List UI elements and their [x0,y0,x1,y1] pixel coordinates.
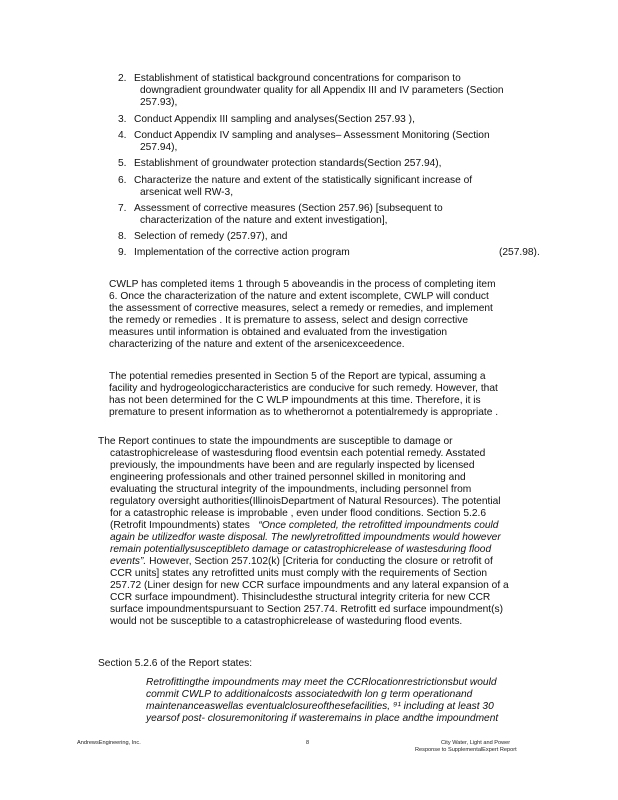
paragraph-remedies: The potential remedies presented in Section 5 of the Report are typical, assuming a facility and hydrogeologiccharacteristics are conducive for such remedy. However, that has not been determined for the C WLP impoundments at this time. Therefore, it is premature to present information as to whetherornot a potentialremedy is appropriate . [109,371,499,418]
footer-page-number: 8 [306,740,310,746]
bullet-section-526: Section 5.2.6 of the Report states: [98,658,253,669]
paragraph-status: CWLP has completed items 1 through 5 aboveandis in the process of completing item 6. Once the characterization of the nature and extent iscomplete, CWLP will conduct the assessment of corrective measures, select a remedy or remedies, and implement the remedy or remedies . It is premature to assess, select and design corrective measures until information is obtained and evaluated from the investigation characterizing of the nature and extent of the arsenicexceedence. [109,279,496,350]
list-item: 9. Implementation of the corrective action program (257.98). [118,247,540,258]
footer-client: City Water, Light and Power [441,740,511,746]
list-item: 2. Establishment of statistical background concentrations for comparison to downgradient groundwater quality for all Appendix III and IV parameters (Section 257.93), [118,73,504,108]
bullet-flood-susceptibility: The Report continues to state the impoundments are susceptible to damage or [98,436,453,447]
quote-block: Retrofittingthe impoundments may meet the CCRlocationrestrictionsbut would commit CWLP to additionalcosts associatedwith lon g term operationand maintenanceaswellas eventualclosureofthesefacilities, ⁹¹ including at least 30 yearsof post- closuremonitoring if wasteremains in place andthe impoundment [146,677,499,724]
list-item: 5. Establishment of groundwater protection standards(Section 257.94), [118,158,442,169]
list-item: 8. Selection of remedy (257.97), and [118,231,288,242]
footer-company: AndrewsEngineering, Inc. [77,740,141,746]
list-item: 7. Assessment of corrective measures (Section 257.96) [subsequent to characterization of the nature and extent investigation], [118,203,443,226]
footer-report-title: Response to SupplementalExpert Report [415,747,517,753]
list-item: 4. Conduct Appendix IV sampling and analyses– Assessment Monitoring (Section 257.94), [118,130,490,153]
list-item: 3. Conduct Appendix III sampling and analyses(Section 257.93 ), [118,114,415,125]
bullet-flood-body: catastrophicrelease of wastesduring flood eventsin each potential remedy. Asstated previously, the impoundments have been and are regularly inspected by licensed engineering professionals and other trained personnel skilled in monitoring and evaluating the structural integrity of the impoundments, including personnel from regulatory oversight authorities(IllinoisDepartment of Natural Resources). The potential for a catastrophic release is improbable , even under flood conditions. Section 5.2.6 (Retrofit Impoundments) states “Once completed, the retrofitted impoundments could again be utilizedfor waste disposal. The newlyretrofitted impoundments would however remain potentiallysusceptibleto damage or catastrophicrelease of wastesduring flood events”. However, Section 257.102(k) [Criteria for conducting the closure or retrofit of CCR units] states any retrofitted units must comply with the requirements of Section 257.72 (Liner design for new CCR surface impoundments and any lateral expansion of a CCR surface impoundment). Thisincludesthe structural integrity criteria for new CCR surface impoundmentspursuant to Section 257.74. Retrofitt ed surface impoundment(s) would not be susceptible to a catastrophicrelease of wasteduring flood events. [110,448,509,627]
list-item: 6. Characterize the nature and extent of the statistically significant increase of arsenicat well RW-3, [118,175,473,198]
